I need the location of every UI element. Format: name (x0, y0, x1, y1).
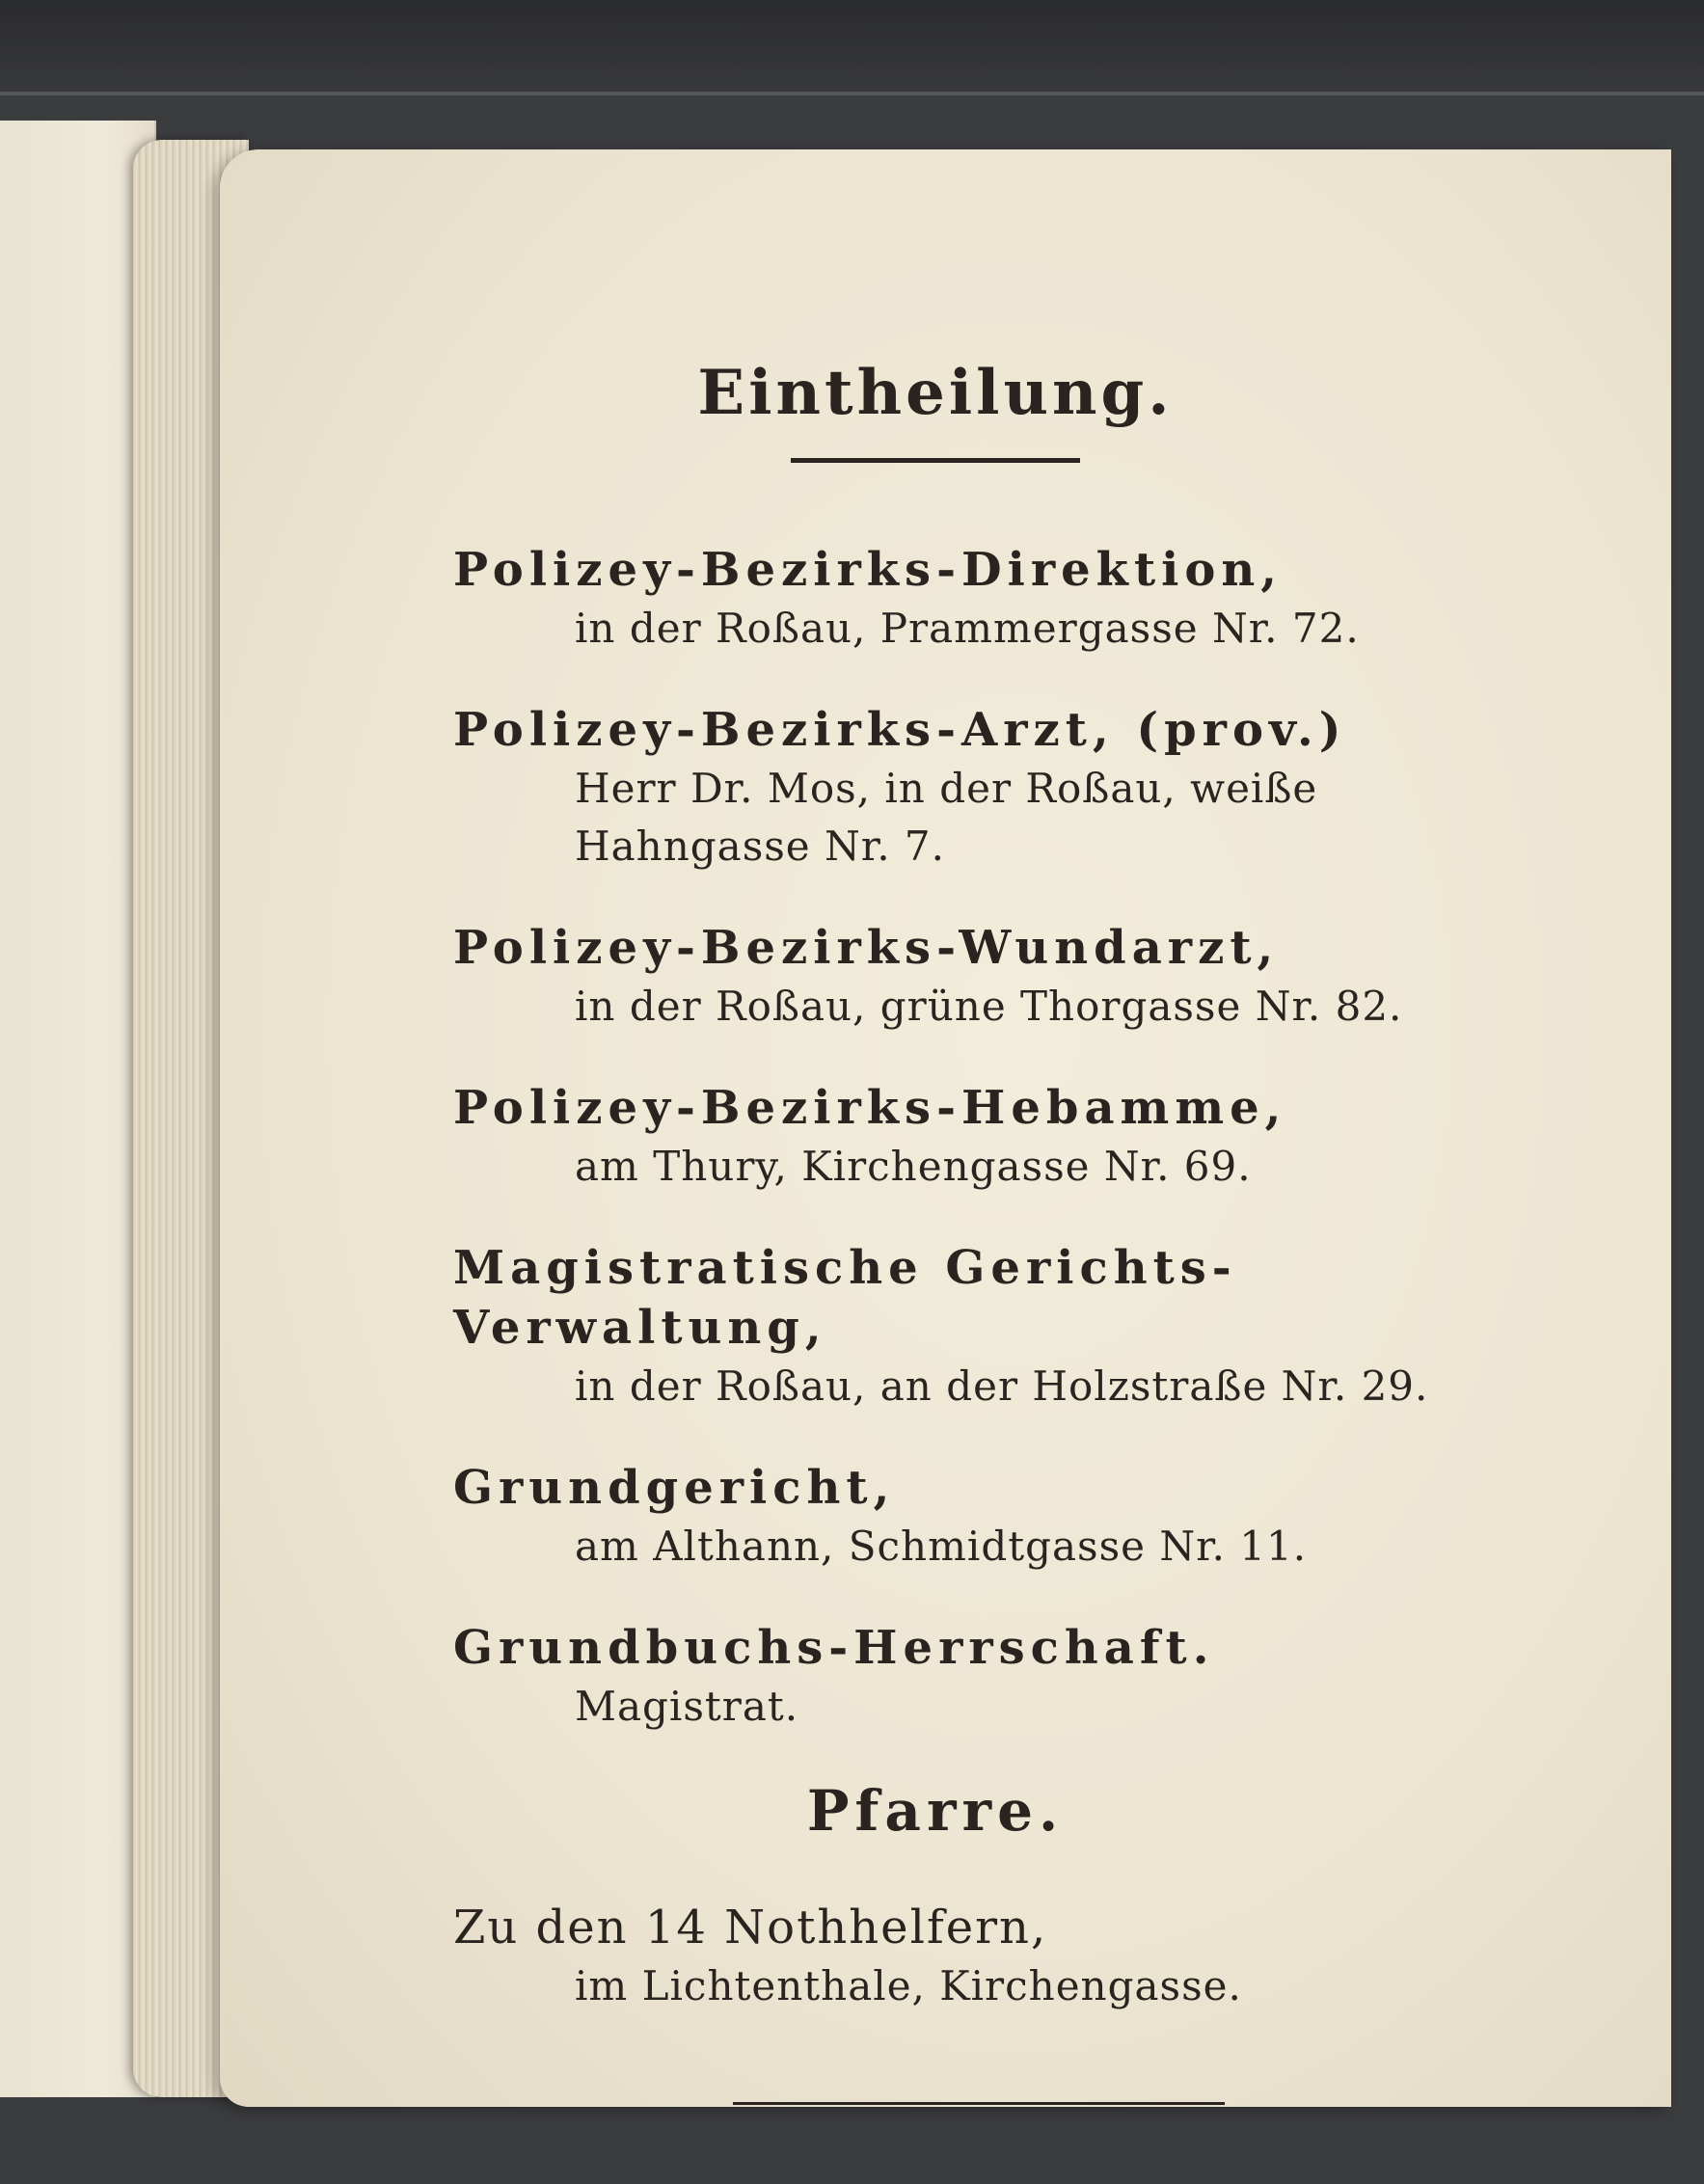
entry-heading: Polizey-Bezirks-Arzt, (prov.) (453, 703, 1347, 757)
entry-grundbuchs-herrschaft (453, 1618, 1562, 1736)
entry-heading: Polizey-Bezirks-Direktion, (453, 543, 1283, 597)
entry-address: am Thury, Kirchengasse Nr. 69. (575, 1143, 1252, 1190)
entry-polizey-direktion (453, 540, 1562, 658)
entry-address: Herr Dr. Mos, in der Roßau, weiße (575, 765, 1318, 812)
entry-address: Magistrat. (575, 1683, 799, 1730)
entry-address: in der Roßau, grüne Thorgasse Nr. 82. (575, 983, 1403, 1030)
table-background (0, 0, 1704, 106)
entry-address: in der Roßau, an der Holzstraße Nr. 29. (575, 1362, 1429, 1410)
entry-address: am Althann, Schmidtgasse Nr. 11. (575, 1523, 1308, 1570)
page-title: Eintheilung. (697, 357, 1174, 429)
parish-address: im Lichtenthale, Kirchengasse. (575, 1962, 1242, 2009)
entry-grundgericht (453, 1458, 1562, 1576)
entry-address-cont: Hahngasse Nr. 7. (575, 822, 945, 870)
entry-heading: Magistratische Gerichts-Verwaltung, (453, 1241, 1237, 1355)
entry-gerichts-verwaltung (453, 1238, 1562, 1416)
entry-heading: Polizey-Bezirks-Wundarzt, (453, 921, 1280, 975)
entry-address: in der Roßau, Prammergasse Nr. 72. (575, 605, 1360, 652)
title-rule (791, 458, 1080, 463)
page-content (453, 357, 1562, 2105)
entry-heading: Grundbuchs-Herrschaft. (453, 1621, 1215, 1675)
entry-polizey-wundarzt (453, 918, 1562, 1036)
entry-heading: Grundgericht, (453, 1461, 896, 1515)
entry-polizey-arzt (453, 700, 1562, 876)
parish-heading: Zu den 14 Nothhelfern, (453, 1901, 1048, 1955)
closing-rule (733, 2102, 1225, 2105)
entry-polizey-hebamme (453, 1078, 1562, 1196)
section-title: Pfarre. (806, 1778, 1065, 1844)
entry-parish (453, 1898, 1562, 2015)
entry-heading: Polizey-Bezirks-Hebamme, (453, 1081, 1287, 1135)
